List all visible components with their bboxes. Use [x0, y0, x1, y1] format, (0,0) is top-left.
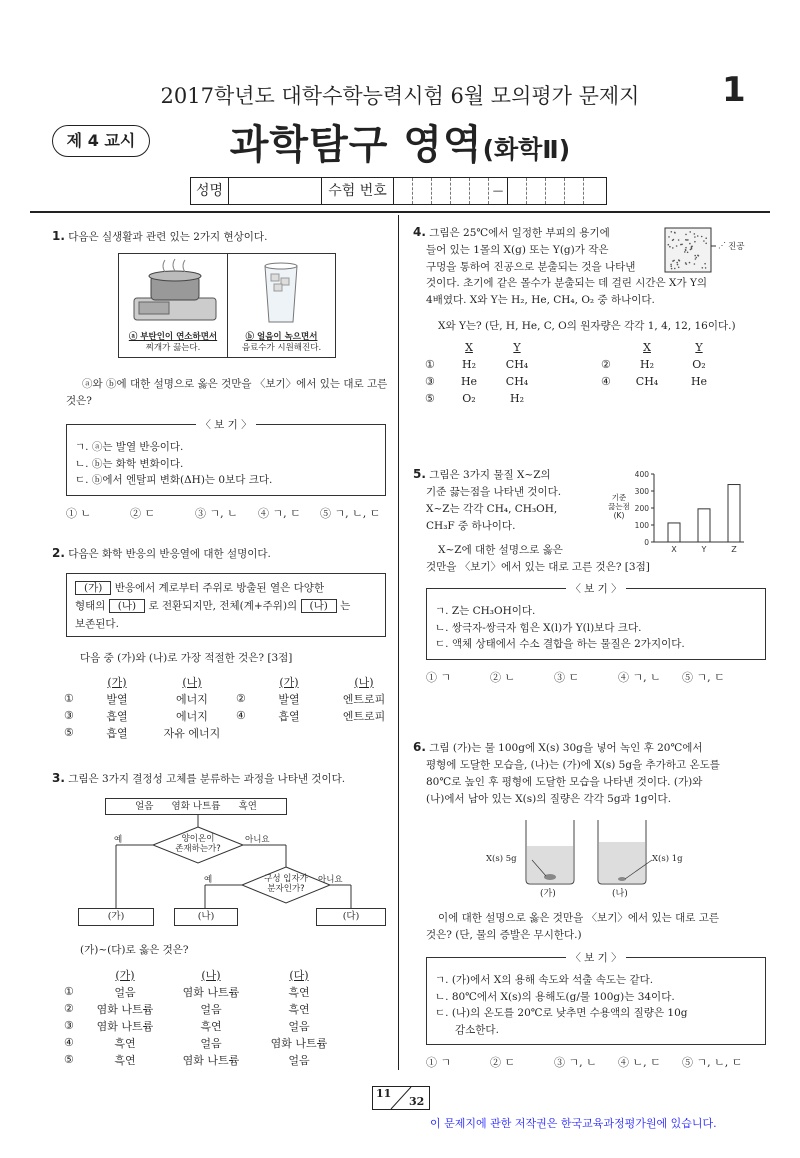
- q3-answer-table: (가) (나) (다) ① 얼음 염화 나트륨 흑연 ② 염화 나트륨 얼음 흑연 ③ 염화 나트륨 흑연 얼음 ④ 흑연 얼음 염화 나트륨 ⑤ 흑연 염화 나트륨 얼음: [62, 966, 342, 1068]
- q6-stem: 6. 그림 (가)는 물 100g에 X(s) 30g을 넣어 녹인 후 20℃에서 평형에 도달한 모습을, (나)는 (가)에 X(s) 5g을 추가하고 온도를 80℃로 높인 후 평형에 도달한 모습을 나타낸 것이다. (가)와 (나)에서 남아 있는 X(s)의 질량은 각각 5g과 1g이다.: [413, 740, 720, 805]
- q5-boki-item: ㄴ. 쌍극자-쌍극자 힘은 X(l)가 Y(l)보다 크다.: [435, 621, 642, 634]
- q1-text: 다음은 실생활과 관련 있는 2가지 현상이다.: [68, 231, 268, 243]
- q1-boki: [66, 419, 386, 496]
- q6-label-a: X(s) 5g: [486, 854, 517, 864]
- q3-result-ga: (가): [78, 908, 154, 926]
- q4-answer-table: X Y X Y ① H₂ CH₄ ② H₂ O₂ ③ He CH₄ ④ CH₄ He ⑤ O₂ H₂: [423, 339, 725, 407]
- q2-row[interactable]: ③ 흡열 에너지 ④ 흡열 엔트로피: [64, 709, 386, 723]
- q3-stem: 3. 그림은 3가지 결정성 고체를 분류하는 과정을 나타낸 것이다.: [52, 771, 346, 785]
- blank-na: (나): [301, 599, 337, 613]
- q2-answer-table: (가) (나) (가) (나) ① 발열 에너지 ② 발열 엔트로피 ③ 흡열 에너지 ④ 흡열 엔트로피 ⑤ 흡열 자유 에너지: [62, 673, 406, 741]
- stove-pot-illustration: [129, 258, 221, 328]
- q3-question: (가)~(다)로 옳은 것은?: [80, 944, 189, 956]
- q1-boki-title: 〈 보 기 〉: [196, 419, 255, 431]
- exam-no-label: 수험 번호: [322, 178, 394, 204]
- q6-boki: 〈 보 기 〉 ㄱ. (가)에서 X의 용해 속도와 석출 속도는 같다. ㄴ. 80℃에서 X(s)의 용해도(g/물 100g)는 34이다. ㄷ. (나)의 온도를 20℃로 낮추면 수용액의 질량은 10g 감소한다.: [426, 957, 766, 1045]
- y-tick-label: 400: [634, 470, 649, 479]
- q6-choice[interactable]: ① ㄱ: [426, 1056, 452, 1069]
- bar-Z: [728, 485, 740, 542]
- q3-decision-1: 양이온이 존재하는가?: [175, 834, 221, 854]
- blank-na: (나): [109, 599, 145, 613]
- q5-boki: 〈 보 기 〉 ㄱ. Z는 CH₃OH이다. ㄴ. 쌍극자-쌍극자 힘은 X(l)가 Y(l)보다 크다. ㄷ. 액체 상태에서 수소 결합을 하는 물질은 2가지이다.: [426, 588, 766, 660]
- yes-label: 예: [204, 875, 213, 885]
- q6-choice[interactable]: ③ ㄱ, ㄴ: [554, 1056, 597, 1069]
- no-label: 아니요: [318, 875, 343, 885]
- period-badge: 제 4 교시: [52, 125, 150, 157]
- y-tick-label: 200: [634, 504, 649, 513]
- q3-row[interactable]: ③ 염화 나트륨 흑연 얼음: [64, 1019, 310, 1033]
- exam-no-dash: —: [489, 178, 508, 204]
- q3-row[interactable]: ① 얼음 염화 나트륨 흑연: [64, 985, 310, 999]
- q5-choice[interactable]: ⑤ ㄱ, ㄷ: [682, 671, 725, 684]
- q5-choice[interactable]: ④ ㄱ, ㄴ: [618, 671, 661, 684]
- name-field[interactable]: [229, 178, 322, 204]
- q1-choice[interactable]: ① ㄴ: [66, 507, 92, 520]
- q3-result-na: (나): [174, 908, 238, 926]
- subject-main: 과학탐구 영역: [229, 122, 483, 168]
- q6-choice[interactable]: ⑤ ㄱ, ㄴ, ㄷ: [682, 1056, 743, 1069]
- q2-passage: (가) 반응에서 계로부터 주위로 방출된 열은 다양한 형태의 (나) 로 전환되지만, 전체(계+주위)의 (나) 는 보존된다.: [66, 573, 386, 637]
- current-page: 11: [376, 1087, 392, 1100]
- y-tick-label: 300: [634, 487, 649, 496]
- bar-Y: [698, 509, 710, 542]
- q6-caption-a: (가): [540, 889, 556, 899]
- exam-no-digit[interactable]: [470, 178, 489, 204]
- q5-choice[interactable]: ③ ㄷ: [554, 671, 580, 684]
- q6-boki-item: ㄷ. (나)의 온도를 20℃로 낮추면 수용액의 질량은 10g: [435, 1007, 688, 1019]
- q1-choice[interactable]: ⑤ ㄱ, ㄴ, ㄷ: [320, 507, 381, 520]
- chart-ylabel: 기준 끓는점 (K): [608, 493, 630, 520]
- q1-number: 1.: [52, 229, 65, 243]
- q6-caption-b: (나): [612, 889, 628, 899]
- q5-boki-item: ㄷ. 액체 상태에서 수소 결합을 하는 물질은 2가지이다.: [435, 638, 685, 650]
- exam-no-digit[interactable]: [451, 178, 470, 204]
- y-tick-label: 100: [634, 521, 649, 530]
- q6-beakers-figure: [512, 812, 692, 892]
- q1-caption-a: ⓐ 부탄인이 연소하면서 찌개가 끓는다.: [128, 332, 218, 353]
- q4-question: X와 Y는? (단, H, He, C, O의 원자량은 각각 1, 4, 12, 16이다.): [438, 320, 736, 332]
- q4-stem-cont: 것이다. 초기에 같은 몰수가 분출되는 데 걸린 시간은 X가 Y의 4배였다. X와 Y는 H₂, He, CH₄, O₂ 중 하나이다.: [426, 277, 708, 306]
- q6-question: 이에 대한 설명으로 옳은 것만을 〈보기〉에서 있는 대로 고른 것은? (단, 물의 증발은 무시한다.): [426, 912, 719, 941]
- q6-boki-item: ㄱ. (가)에서 X의 용해 속도와 석출 속도는 같다.: [435, 974, 654, 986]
- subject-title: [0, 113, 800, 170]
- copyright-notice: 이 문제지에 관한 저작권은 한국교육과정평가원에 있습니다.: [430, 1117, 717, 1130]
- q4-row[interactable]: ③ He CH₄ ④ CH₄ He: [425, 375, 708, 388]
- q3-flowchart: [68, 795, 384, 930]
- x-tick-label: X: [671, 545, 677, 554]
- q1-choice[interactable]: ③ ㄱ, ㄴ: [195, 507, 238, 520]
- q1-boki-item: ㄷ. ⓑ에서 엔탈피 변화(ΔH)는 0보다 크다.: [75, 474, 273, 486]
- blank-ga: (가): [75, 581, 111, 595]
- exam-no-digit[interactable]: [546, 178, 565, 204]
- q1-figure: [118, 253, 336, 358]
- q6-label-b: X(s) 1g: [652, 854, 683, 864]
- q3-row[interactable]: ④ 흑연 얼음 염화 나트륨: [64, 1036, 328, 1050]
- q1-choice[interactable]: ② ㄷ: [130, 507, 156, 520]
- q2-question: 다음 중 (가)와 (나)로 가장 적절한 것은? [3점]: [80, 652, 293, 664]
- q6-choice[interactable]: ④ ㄴ, ㄷ: [618, 1056, 661, 1069]
- ice-drink-illustration: [259, 260, 303, 326]
- q5-stem: 5. 그림은 3가지 물질 X~Z의 기준 끓는점을 나타낸 것이다. X~Z는 각각 CH₄, CH₃OH, CH₃F 중 하나이다.: [413, 467, 562, 532]
- total-pages: 32: [409, 1095, 425, 1108]
- exam-title: 2017학년도 대학수학능력시험 6월 모의평가 문제지: [160, 84, 640, 108]
- q5-choice[interactable]: ② ㄴ: [490, 671, 516, 684]
- q4-row[interactable]: ① H₂ CH₄ ② H₂ O₂: [425, 358, 706, 371]
- q1-stem: [52, 228, 387, 246]
- no-label: 아니요: [245, 835, 270, 845]
- page-indicator: [372, 1086, 430, 1110]
- q3-decision-2: 구성 입자가 분자인가?: [264, 874, 308, 894]
- q6-boki-item: ㄴ. 80℃에서 X(s)의 용해도(g/물 100g)는 34이다.: [435, 990, 675, 1003]
- subject-sub: (화학Ⅱ): [482, 135, 571, 164]
- q3-result-da: (다): [316, 908, 386, 926]
- q5-boki-item: ㄱ. Z는 CH₃OH이다.: [435, 605, 536, 617]
- yes-label: 예: [114, 835, 123, 845]
- header-divider: [30, 211, 770, 213]
- q5-choice[interactable]: ① ㄱ: [426, 671, 452, 684]
- q6-choice[interactable]: ② ㄷ: [490, 1056, 516, 1069]
- q1-boki-item: ㄱ. ⓐ는 발열 반응이다.: [75, 441, 184, 453]
- exam-no-digit[interactable]: [527, 178, 546, 204]
- column-divider: [398, 215, 399, 1070]
- x-tick-label: Y: [701, 545, 707, 554]
- q4-row[interactable]: ⑤ O₂ H₂: [425, 392, 524, 405]
- q4-container-figure: [663, 226, 763, 276]
- q3-top-box: 얼음 염화 나트륨 흑연: [105, 798, 287, 815]
- exam-no-digit[interactable]: [565, 178, 584, 204]
- q1-caption-b: ⓑ 얼음이 녹으면서 음료수가 시원해진다.: [241, 332, 322, 353]
- svg-text:⋰: ⋰: [718, 241, 726, 250]
- bar-X: [668, 523, 680, 542]
- q4-stem: 4. 그림은 25℃에서 일정한 부피의 용기에 들어 있는 1몰의 X(g) 또는 Y(g)가 작은 구멍을 통하여 진공으로 분출되는 것을 나타낸: [413, 225, 636, 273]
- vacuum-label: 진공: [728, 242, 745, 252]
- q5-question: X~Z에 대한 설명으로 옳은 것만을 〈보기〉에서 있는 대로 고른 것은? [3점]: [426, 544, 650, 573]
- q2-row[interactable]: ① 발열 에너지 ② 발열 엔트로피: [64, 692, 386, 706]
- q1-boki-item: ㄴ. ⓑ는 화학 변화이다.: [75, 457, 184, 470]
- y-tick-label: 0: [644, 538, 649, 547]
- exam-no-digit[interactable]: [432, 178, 451, 204]
- exam-no-digit[interactable]: [584, 178, 603, 204]
- exam-no-digit[interactable]: [508, 178, 527, 204]
- q3-row[interactable]: ② 염화 나트륨 얼음 흑연: [64, 1002, 310, 1016]
- exam-no-digit[interactable]: [413, 178, 432, 204]
- info-box: [190, 177, 607, 205]
- q6-boki-item: 감소한다.: [455, 1023, 499, 1036]
- name-label: 성명: [191, 178, 229, 204]
- q3-row[interactable]: ⑤ 흑연 염화 나트륨 얼음: [64, 1053, 310, 1067]
- x-tick-label: Z: [731, 545, 737, 554]
- q2-stem: 2. 다음은 화학 반응의 반응열에 대한 설명이다.: [52, 546, 271, 560]
- exam-no-digit[interactable]: [394, 178, 413, 204]
- q1-choice[interactable]: ④ ㄱ, ㄷ: [258, 507, 301, 520]
- q2-row[interactable]: ⑤ 흡열 자유 에너지: [64, 726, 221, 740]
- page-number: 1: [722, 70, 746, 110]
- q1-question: ⓐ와 ⓑ에 대한 설명으로 옳은 것만을 〈보기〉에서 있는 대로 고른 것은?: [66, 378, 388, 407]
